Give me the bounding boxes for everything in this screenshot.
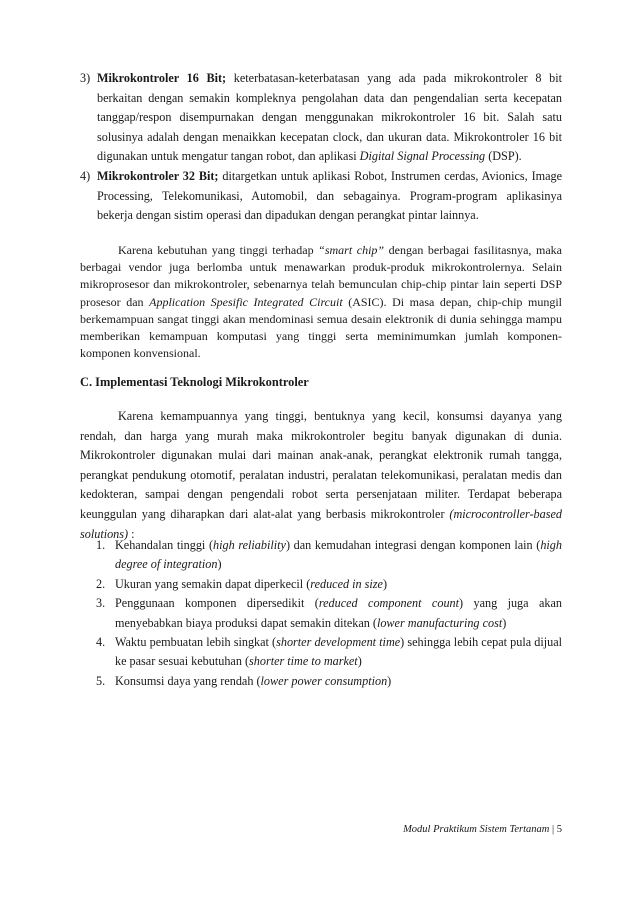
footer-title: Modul Praktikum Sistem Tertanam: [403, 824, 550, 835]
list-item: 1. Kehandalan tinggi (high reliability) dan kemudahan integrasi dengan komponen lain (high degree of integration): [96, 538, 562, 572]
list-item: 3. Penggunaan komponen dipersedikit (reduced component count) yang juga akan menyebabkan biaya produksi dapat semakin ditekan (lower manufacturing cost): [96, 596, 562, 630]
list-item: 2. Ukuran yang semakin dapat diperkecil (reduced in size): [96, 576, 387, 591]
list-marker: 4): [80, 168, 91, 183]
item-title: Mikrokontroler 16 Bit;: [97, 71, 227, 85]
section-heading: C. Implementasi Teknologi Mikrokontroler: [80, 375, 309, 389]
advantages-list: [96, 536, 562, 691]
item-title: Mikrokontroler 32 Bit;: [97, 168, 219, 183]
list-item-16bit: [80, 69, 562, 167]
item-text-italic: Digital Signal Processing: [359, 149, 486, 164]
item-text: (DSP).: [488, 149, 522, 164]
page-number: 5: [556, 824, 562, 835]
smart-chip-paragraph: Karena kebutuhan yang tinggi terhadap “smart chip” dengan berbagai fasilitasnya, maka berbagai vendor juga berlomba untuk menawarkan produk-produk mikrokontrolernya. Selain mikroprosesor dan mikrokontroler, sebenarnya telah bemunculan chip-chip pintar lain seperti DSP prosesor dan Application Spesific Integrated Circuit (ASIC). Di masa depan, chip-chip mungil berkemampuan sangat tinggi akan mendominasi semua desain elektronik di dunia sehingga mampu memberikan kemampuan komputasi yang tinggi serta meminimumkan jumlah komponen-komponen konvensional.: [80, 243, 562, 361]
item-text: ditargetkan untuk aplikasi Robot, Instrumen cerdas, Avionics, Image Processing, Telekomunikasi, Automobil, dan sebagainya. Program-program aplikasinya bekerja dengan sistim operasi dan dipadukan dengan perangkat pintar lainnya.: [97, 168, 563, 223]
bit-list: [80, 69, 562, 226]
page-footer: [403, 824, 562, 835]
section-paragraph: Karena kemampuannya yang tinggi, bentuknya yang kecil, konsumsi dayanya yang rendah, dan harga yang murah maka mikrokontroler begitu banyak digunakan di dunia. Mikrokontroler digunakan mulai dari mainan anak-anak, perangkat elektronik rumah tangga, perangkat pendukung otomotif, peralatan industri, peralatan telekomunikasi, peralatan medis dan kedokteran, sampai dengan pengendali robot serta persenjataan militer. Terdapat beberapa keunggulan yang diharapkan dari alat-alat yang berbasis mikrokontroler (microcontroller-based solutions) :: [80, 409, 562, 541]
list-item-32bit: [80, 167, 562, 226]
footer-separator: |: [549, 824, 557, 835]
item-text: 8 bit berkaitan dengan semakin kompleknya pengolahan data dan pengendalian serta kecepatan tanggap/respon disempurnakan dengan menggunakan mikrokontroler 16 bit. Salah satu solusinya adalah dengan menaikkan kecepatan clock, dan ukuran data. Mikrokontroler 16 bit digunakan untuk mengatur tangan robot, dan aplikasi: [97, 71, 563, 164]
list-marker: 3): [80, 71, 91, 85]
list-item: 4. Waktu pembuatan lebih singkat (shorter development time) sehingga lebih cepat pula dijual ke pasar sesuai kebutuhan (shorter time to market): [96, 635, 563, 669]
item-text: keterbatasan-keterbatasan yang ada pada mikrokontroler: [233, 71, 528, 85]
list-item: 5. Konsumsi daya yang rendah (lower power consumption): [96, 673, 392, 688]
